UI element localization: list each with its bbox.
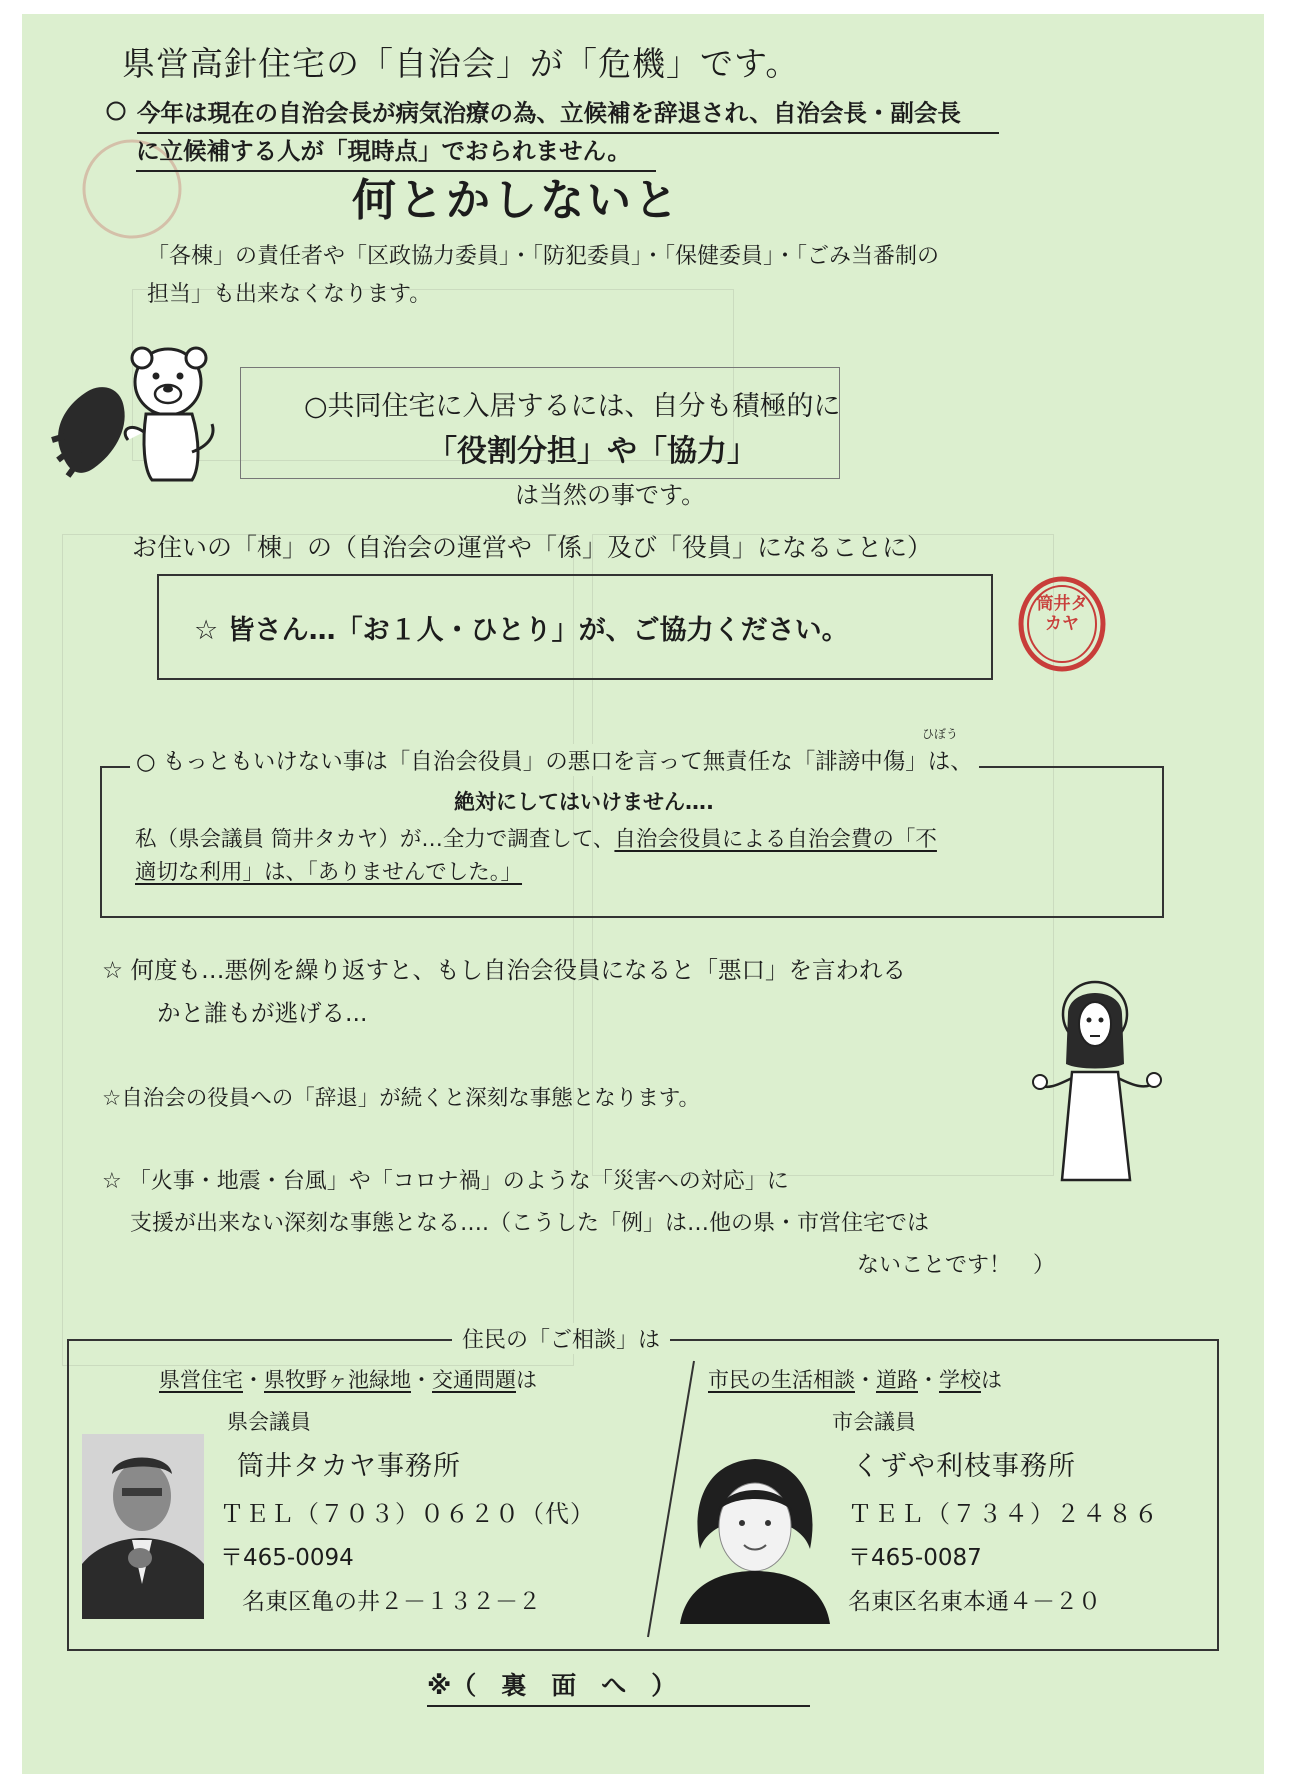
photo-city-councilor bbox=[670, 1439, 840, 1624]
star-item-2-line-1: ☆自治会の役員への「辞退」が続くと深刻な事態となります。 bbox=[102, 1086, 701, 1111]
photo-prefectural-councilor bbox=[82, 1434, 204, 1619]
intro-line-2: 担当」も出来なくなります。 bbox=[147, 282, 432, 307]
warning-line-1: ○ もっともいけない事は「自治会役員」の悪口を言って無責任な「誹謗中傷」は、 bbox=[130, 744, 979, 776]
flyer-page bbox=[22, 14, 1264, 1774]
ruby-hibou: ひぼう bbox=[922, 727, 959, 741]
left-topics bbox=[159, 1364, 537, 1394]
topic-separator: ・ bbox=[411, 1368, 432, 1392]
topic-suffix: は bbox=[981, 1368, 1002, 1392]
topic-park: 県牧野ヶ池緑地 bbox=[264, 1368, 411, 1392]
topic-traffic: 交通問題 bbox=[432, 1368, 516, 1392]
warning-line-4: 適切な利用」は、「ありませんでした。」 bbox=[135, 860, 523, 885]
stamp-text: 筒井タカヤ bbox=[1036, 594, 1088, 634]
topic-roads: 道路 bbox=[876, 1368, 918, 1392]
star-item-3-line-3: ないことです！ ） bbox=[857, 1253, 1056, 1278]
intro-line-1: 「各棟」の責任者や「区政協力委員」・「防犯委員」・「保健委員」・「ごみ当番制の bbox=[147, 244, 940, 269]
right-tel: ＴＥＬ（７３４）２４８６ bbox=[848, 1500, 1160, 1528]
warning-line-2: 絶対にしてはいけません…. bbox=[454, 790, 714, 814]
cooperation-line-3: は当然の事です。 bbox=[515, 481, 706, 509]
topic-separator: ・ bbox=[243, 1368, 264, 1392]
warning-line-3-underlined: 自治会役員による自治会費の「不 bbox=[614, 827, 937, 852]
notice-line-1: 今年は現在の自治会長が病気治療の為、立候補を辞退され、自治会長・副会長 bbox=[137, 94, 999, 134]
appeal-box-text: ☆ 皆さん…「お１人・ひとり」が、ご協力ください。 bbox=[194, 615, 849, 646]
circle-bullet-icon bbox=[105, 100, 127, 122]
star-item-1-line-1: ☆ 何度も…悪例を繰り返すと、もし自治会役員になると「悪口」を言われる bbox=[102, 956, 907, 984]
left-office: 筒井タカヤ事務所 bbox=[237, 1451, 461, 1482]
star-item-3-line-1: ☆ 「火事・地震・台風」や「コロナ禍」のような「災害への対応」に bbox=[102, 1169, 789, 1194]
notice-line-2: に立候補する人が「現時点」でおられません。 bbox=[136, 132, 656, 172]
lion-mascot-icon bbox=[50, 342, 230, 492]
page-title: 県営高針住宅の「自治会」が「危機」です。 bbox=[122, 44, 800, 83]
right-postal: 〒465-0087 bbox=[848, 1545, 982, 1571]
right-office: くずや利枝事務所 bbox=[852, 1451, 1076, 1482]
right-role: 市会議員 bbox=[832, 1410, 916, 1434]
topic-separator: ・ bbox=[918, 1368, 939, 1392]
left-tel: ＴＥＬ（７０３）０６２０（代） bbox=[220, 1500, 595, 1528]
topic-separator: ・ bbox=[855, 1368, 876, 1392]
headline: 何とかしないと bbox=[352, 175, 681, 226]
cooperation-emphasis: 「役割分担」や「協力」 bbox=[427, 434, 757, 469]
warning-line-3-plain: 私（県会議員 筒井タカヤ）が…全力で調査して、 bbox=[135, 827, 615, 852]
star-item-1-line-2: かと誰もが逃げる... bbox=[157, 999, 368, 1027]
cooperation-line-1: ○共同住宅に入居するには、自分も積極的に bbox=[304, 391, 841, 422]
right-address: 名東区名東本通４－２０ bbox=[848, 1589, 1101, 1615]
topic-life-consultation: 市民の生活相談 bbox=[708, 1368, 855, 1392]
scan-edge bbox=[1264, 0, 1300, 1787]
consultation-heading: 住民の「ご相談」は bbox=[452, 1323, 670, 1354]
left-postal: 〒465-0094 bbox=[220, 1545, 354, 1571]
star-item-3-line-2: 支援が出来ない深刻な事態となる….（こうした「例」は…他の県・市営住宅では bbox=[130, 1211, 929, 1236]
topic-suffix: は bbox=[516, 1368, 537, 1392]
topic-schools: 学校 bbox=[939, 1368, 981, 1392]
left-role: 県会議員 bbox=[227, 1410, 311, 1434]
warning-line-3 bbox=[135, 822, 937, 853]
right-topics bbox=[708, 1364, 1002, 1394]
topic-prefectural-housing: 県営住宅 bbox=[159, 1368, 243, 1392]
left-address: 名東区亀の井２－１３２－２ bbox=[242, 1589, 541, 1615]
appeal-line: お住いの「棟」の（自治会の運営や「係」及び「役員」になることに） bbox=[132, 533, 933, 562]
jesus-figure-icon bbox=[1032, 974, 1162, 1194]
footer-note: ※（ 裏 面 へ ） bbox=[427, 1666, 810, 1707]
